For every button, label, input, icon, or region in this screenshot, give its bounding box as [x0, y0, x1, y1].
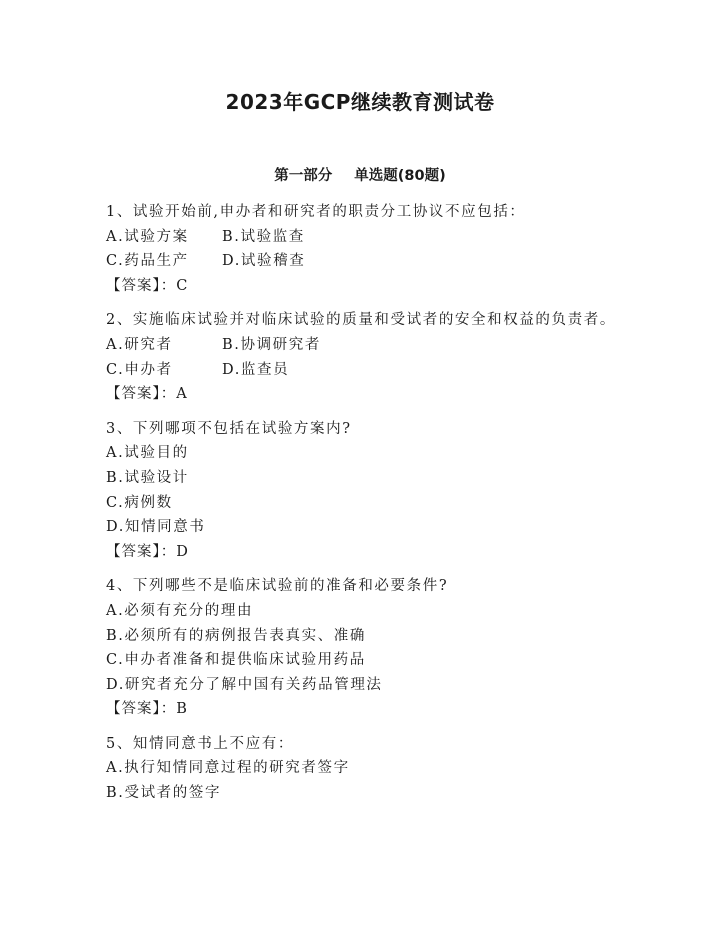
- option-b: B.协调研究者: [222, 336, 321, 353]
- option-a: A.执行知情同意过程的研究者签字: [106, 760, 350, 777]
- option-a: A.试验方案: [106, 228, 189, 245]
- answer-value: A: [176, 386, 188, 403]
- option-b: B.必须所有的病例报告表真实、准确: [106, 627, 366, 644]
- answer-label: 【答案】：: [106, 543, 177, 560]
- option-b: B.试验设计: [106, 469, 189, 486]
- question-stem: 4、下列哪些不是临床试验前的准备和必要条件?: [106, 578, 449, 595]
- option-row: [106, 333, 626, 358]
- section-heading: [0, 164, 720, 185]
- question-list: [106, 200, 626, 806]
- answer-value: D: [176, 543, 189, 560]
- option-a: A.研究者: [106, 336, 173, 353]
- answer-label: 【答案】：: [106, 386, 177, 403]
- option-c: C.申办者: [106, 361, 173, 378]
- option-row: [106, 225, 626, 250]
- question-stem: 3、下列哪项不包括在试验方案内?: [106, 420, 352, 437]
- option-d: D.知情同意书: [106, 519, 206, 536]
- option-row: [106, 249, 626, 274]
- question-1: [106, 200, 626, 298]
- option-row: [106, 358, 626, 383]
- option-b: B.试验监查: [222, 228, 305, 245]
- answer-line: [106, 274, 626, 299]
- option-c: C.申办者准备和提供临床试验用药品: [106, 652, 366, 669]
- answer-line: [106, 540, 626, 565]
- answer-value: C: [176, 277, 189, 294]
- section-part: 第一部分: [274, 168, 333, 184]
- section-name: 单选题(80题): [354, 168, 446, 184]
- option-c: C.病例数: [106, 494, 173, 511]
- option-a: A.必须有充分的理由: [106, 602, 254, 619]
- option-d: D.试验稽查: [222, 253, 306, 270]
- option-c: C.药品生产: [106, 253, 189, 270]
- option-a: A.试验目的: [106, 445, 189, 462]
- answer-label: 【答案】：: [106, 701, 177, 718]
- document-title: 2023年GCP继续教育测试卷: [225, 90, 495, 114]
- answer-label: 【答案】：: [106, 277, 177, 294]
- answer-value: B: [176, 701, 188, 718]
- question-2: [106, 308, 626, 406]
- option-d: D.监查员: [222, 361, 290, 378]
- question-3: [106, 417, 626, 565]
- question-stem: 5、知情同意书上不应有：: [106, 735, 294, 752]
- question-4: [106, 574, 626, 722]
- option-b: B.受试者的签字: [106, 785, 222, 802]
- question-stem: 1、试验开始前,申办者和研究者的职责分工协议不应包括：: [106, 204, 526, 220]
- question-stem: 2、实施临床试验并对临床试验的质量和受试者的安全和权益的负责者。: [106, 312, 616, 329]
- question-5: [106, 732, 626, 806]
- answer-line: [106, 697, 626, 722]
- option-d: D.研究者充分了解中国有关药品管理法: [106, 676, 383, 693]
- answer-line: [106, 382, 626, 407]
